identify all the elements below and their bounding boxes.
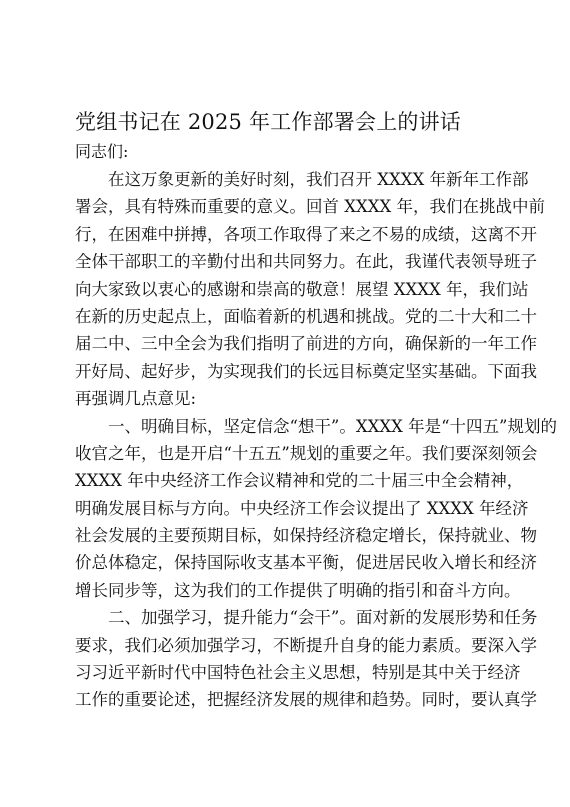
text-line: 收官之年，也是开启“十五五”规划的重要之年。我们要深刻领会 <box>75 443 538 463</box>
text-line: 工作的重要论述，把握经济发展的规律和趋势。同时，要认真学 <box>75 690 537 710</box>
greeting: 同志们: <box>75 142 129 161</box>
text-line: 在新的历史起点上，面临着新的机遇和挑战。党的二十大和二十 <box>75 306 537 326</box>
text-line: 社会发展的主要预期目标，如保持经济稳定增长，保持就业、物 <box>75 526 537 546</box>
text-line: 届二中、三中全会为我们指明了前进的方向，确保新的一年工作 <box>75 334 537 354</box>
text-line: 全体干部职工的辛勤付出和共同努力。在此，我谨代表领导班子 <box>75 252 537 272</box>
text-line: 一、明确目标，坚定信念“想干”。XXXX 年是“十四五”规划的 <box>108 416 557 436</box>
document-title: 党组书记在 2025 年工作部署会上的讲话 <box>75 110 461 134</box>
text-line: 行，在困难中拼搏，各项工作取得了来之不易的成绩，这离不开 <box>75 224 537 244</box>
text-line: 开好局、起好步，为实现我们的长远目标奠定坚实基础。下面我 <box>75 361 537 381</box>
text-line: XXXX 年中央经济工作会议精神和党的二十届三中全会精神， <box>75 471 524 491</box>
text-line: 明确发展目标与方向。中央经济工作会议提出了 XXXX 年经济 <box>75 498 529 518</box>
text-line: 价总体稳定，保持国际收支基本平衡，促进居民收入增长和经济 <box>75 553 537 573</box>
text-line: 二、加强学习，提升能力“会干”。面对新的发展形势和任务 <box>108 608 538 628</box>
document-body <box>75 166 557 714</box>
text-line: 在这万象更新的美好时刻，我们召开 XXXX 年新年工作部 <box>108 170 529 189</box>
text-line: 署会，具有特殊而重要的意义。回首 XXXX 年，我们在挑战中前 <box>75 197 545 217</box>
text-line: 习习近平新时代中国特色社会主义思想，特别是其中关于经济 <box>75 663 521 683</box>
text-line: 再强调几点意见: <box>75 389 197 409</box>
text-line: 增长同步等，这为我们的工作提供了明确的指引和奋斗方向。 <box>75 580 521 600</box>
text-line: 向大家致以衷心的感谢和崇高的敬意！展望 XXXX 年，我们站 <box>75 279 529 299</box>
text-line: 要求，我们必须加强学习，不断提升自身的能力素质。要深入学 <box>75 635 537 655</box>
